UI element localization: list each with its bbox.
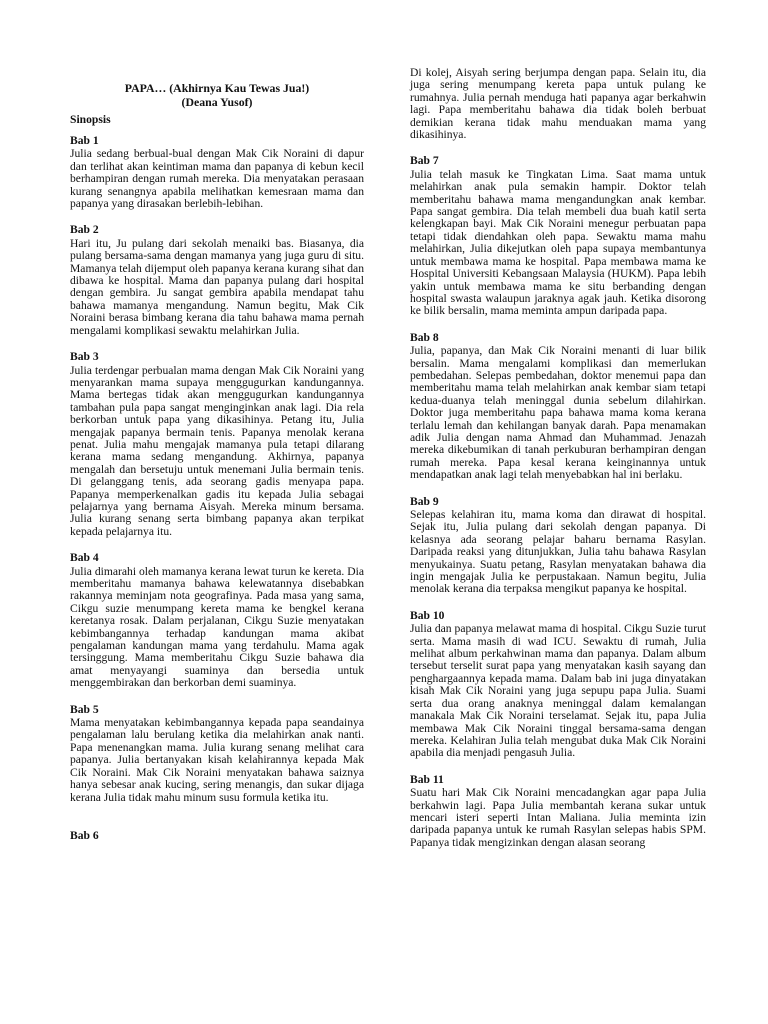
chapter-6-continued bbox=[410, 67, 706, 141]
chapter-heading: Bab 9 bbox=[410, 494, 439, 508]
chapter-heading: Bab 6 bbox=[70, 828, 99, 842]
chapter-heading: Bab 3 bbox=[70, 350, 99, 364]
chapter-10 bbox=[410, 610, 706, 760]
chapter-heading: Bab 11 bbox=[410, 772, 444, 786]
right-column bbox=[410, 0, 706, 849]
chapter-text: Julia sedang berbual-bual dengan Mak Cik Noraini di dapur dan terlihat akan keintiman mama dan papanya di kebun kecil berhampiran dengan rumah mereka. Dia menyatakan perasaan kurang senangnya apabila melihatkan kemesraan mama dan papanya yang dirasakan berlebih-lebihan. bbox=[70, 147, 364, 211]
chapter-text: Julia dimarahi oleh mamanya kerana lewat turun ke kereta. Dia memberitahu mamanya bahawa kelewatannya disebabkan rakannya meminjam nota geografinya. Pada masa yang sama, Cikgu suzie menumpang kereta mama ke bengkel kerana keretanya rosak. Dalam perjalanan, Cikgu Suzie menyatakan kebimbangannya terhadap kandungan mama akibat pengalaman kandungan mama yang terdahulu. Mama agak tersinggung. Mama memberitahu Cikgu Suzie bahawa dia amat menyayangi suaminya dan bersedia untuk menggembirakan dan berkorban demi suaminya. bbox=[70, 564, 364, 690]
chapter-1 bbox=[70, 135, 364, 210]
chapter-heading: Bab 4 bbox=[70, 551, 99, 565]
document-author: (Deana Yusof) bbox=[181, 95, 253, 109]
chapter-text: Mama menyatakan kebimbangannya kepada papa seandainya pengalaman lalu berulang ketika dia melahirkan anak nanti. Papa menenangkan mama. Julia kurang senang melihat cara papanya. Julia bertanyakan kisah kelahirannya kepada Mak Cik Noraini. Mak Cik Noraini menyatakan bahawa saiznya hanya sebesar anak kucing, sering menangis, dan sukar dijaga kerana Julia tidak mahu minum susu formula ketika itu. bbox=[70, 716, 364, 804]
chapter-3 bbox=[70, 351, 364, 538]
chapter-text: Hari itu, Ju pulang dari sekolah menaiki bas. Biasanya, dia pulang bersama-sama dengan mamanya yang juga guru di situ. Mamanya telah dijemput oleh papanya kerana kurang sihat dan dibawa ke hospital. Mama dan papanya pulang dari hospital dengan gembira. Ju sangat gembira apabila mendapat tahu bahawa mamanya mengandung. Namun begitu, Mak Cik Noraini berasa bimbang kerana dia tahu bahawa mama pernah mengalami komplikasi sewaktu melahirkan Julia. bbox=[70, 236, 364, 337]
chapter-heading: Bab 1 bbox=[70, 134, 99, 147]
chapter-4 bbox=[70, 552, 364, 689]
chapter-text: Julia telah masuk ke Tingkatan Lima. Saat mama untuk melahirkan anak pula semakin hampir. Doktor telah memberitahu bahawa mama mengandungkan anak kembar. Papa sangat gembira. Dia telah membeli dua buah katil serta kelengkapan bayi. Mak Cik Noraini menegur perbuatan papa tetapi tidak diendahkan oleh papa. Sewaktu mama mahu melahirkan, Julia dikejutkan oleh papa supaya membantunya untuk membawa mama ke hospital. Papa membawa mama ke Hospital Universiti Kebangsaan Malaysia (HUKM). Papa lebih yakin untuk membawa mama ke situ berbanding dengan hospital swasta walaupun jaraknya agak jauh. Ketika disorong ke bilik bersalin, mama meminta ampun daripada papa. bbox=[410, 167, 706, 318]
chapter-9 bbox=[410, 496, 706, 596]
chapter-heading: Bab 10 bbox=[410, 608, 445, 622]
section-label: Sinopsis bbox=[70, 113, 111, 126]
chapter-7 bbox=[410, 155, 706, 317]
chapter-heading: Bab 8 bbox=[410, 330, 439, 344]
chapter-11 bbox=[410, 774, 706, 849]
chapter-text: Selepas kelahiran itu, mama koma dan dirawat di hospital. Sejak itu, Julia pulang dari sekolah dengan papanya. Di kelasnya ada seorang pelajar baharu bernama Rasylan. Daripada reaksi yang ditunjukkan, Julia tahu bahawa Rasylan menyukainya. Suatu petang, Rasylan menyatakan bahawa dia ingin mengajak Julia ke perpustakaan. Namun begitu, Julia menolak kerana dia terpaksa mengikut papanya ke hospital. bbox=[410, 508, 706, 596]
chapter-text: Julia, papanya, dan Mak Cik Noraini menanti di luar bilik bersalin. Mama mengalami komplikasi dan memerlukan pembedahan. Selepas pembedahan, doktor menemui papa dan memberitahu mama telah melahirkan anak kembar siam tetapi kedua-duanya telah meninggal dunia sebelum dilahirkan. Doktor juga memberitahu papa bahawa mama koma kerana terlalu lemah dan kehilangan banyak darah. Papa menamakan adik Julia dengan nama Ahmad dan Muhammad. Jenazah mereka dikebumikan di tanah perkuburan berhampiran dengan rumah mereka. Papa kesal kerana keinginannya untuk mendapatkan anak lagi telah menyebabkan hal ini berlaku. bbox=[410, 344, 706, 482]
chapter-heading: Bab 5 bbox=[70, 702, 99, 716]
chapter-2 bbox=[70, 224, 364, 337]
chapter-6 bbox=[70, 830, 364, 842]
chapter-8 bbox=[410, 332, 706, 482]
chapter-text: Di kolej, Aisyah sering berjumpa dengan papa. Selain itu, dia juga sering menumpang kereta papa untuk pulang ke rumahnya. Julia pernah menduga hati papanya agar berkahwin lagi. Papa memberitahu bahawa dia tidak boleh berbuat demikian kerana tidak mahu menduakan mama yang dikasihinya. bbox=[410, 66, 706, 142]
document-title: PAPA… (Akhirnya Kau Tewas Jua!) bbox=[124, 81, 310, 95]
chapter-text: Suatu hari Mak Cik Noraini mencadangkan agar papa Julia berkahwin lagi. Papa Julia membantah kerana sukar untuk mencari isteri seperti Intan Maliana. Julia meminta izin daripada papanya untuk ke rumah Rasylan selepas habis SPM. Papanya tidak mengizinkan dengan alasan seorang bbox=[410, 786, 706, 849]
left-column bbox=[70, 0, 364, 843]
chapter-text: Julia terdengar perbualan mama dengan Mak Cik Noraini yang menyarankan mama supaya menggugurkan kandungannya. Mama bertegas tidak akan menggugurkan kandungannya tambahan pula papa sangat menginginkan anak lagi. Dia rela berkorban untuk papa yang dikasihinya. Petang itu, Julia mengajak papanya bermain tenis. Papanya menolak kerana penat. Julia mahu mengajak mamanya pula tetapi dilarang kerana mama sedang mengandung. Akhirnya, papanya mengalah dan bersetuju untuk menemani Julia bermain tenis. Di gelanggang tenis, ada seorang gadis menyapa papa. Papanya memperkenalkan gadis itu kepada Julia sebagai pelajarnya yang bernama Aisyah. Mereka minum bersama. Julia kurang senang serta bimbang papanya akan terpikat kepada pelajarnya itu. bbox=[70, 363, 364, 538]
chapter-text: Julia dan papanya melawat mama di hospital. Cikgu Suzie turut serta. Mama masih di wad ICU. Sewaktu di rumah, Julia melihat album perkahwinan mama dan papanya. Dalam album tersebut terselit surat papa yang menyatakan kasih sayang dan penghargaannya kepada mama. Dalam bab ini juga dinyatakan kisah Mak Cik Noraini yang juga sepupu papa Julia. Suami serta dua orang anaknya meninggal dalam kemalangan manakala Mak Cik Noraini terselamat. Sejak itu, papa Julia membawa Mak Cik Noraini tinggal bersama-sama dengan mereka. Kelahiran Julia telah mengubat duka Mak Cik Noraini apabila dia menjadi pengasuh Julia. bbox=[410, 622, 706, 760]
chapter-heading: Bab 2 bbox=[70, 223, 99, 237]
chapter-heading: Bab 7 bbox=[410, 154, 439, 168]
chapter-5 bbox=[70, 704, 364, 804]
